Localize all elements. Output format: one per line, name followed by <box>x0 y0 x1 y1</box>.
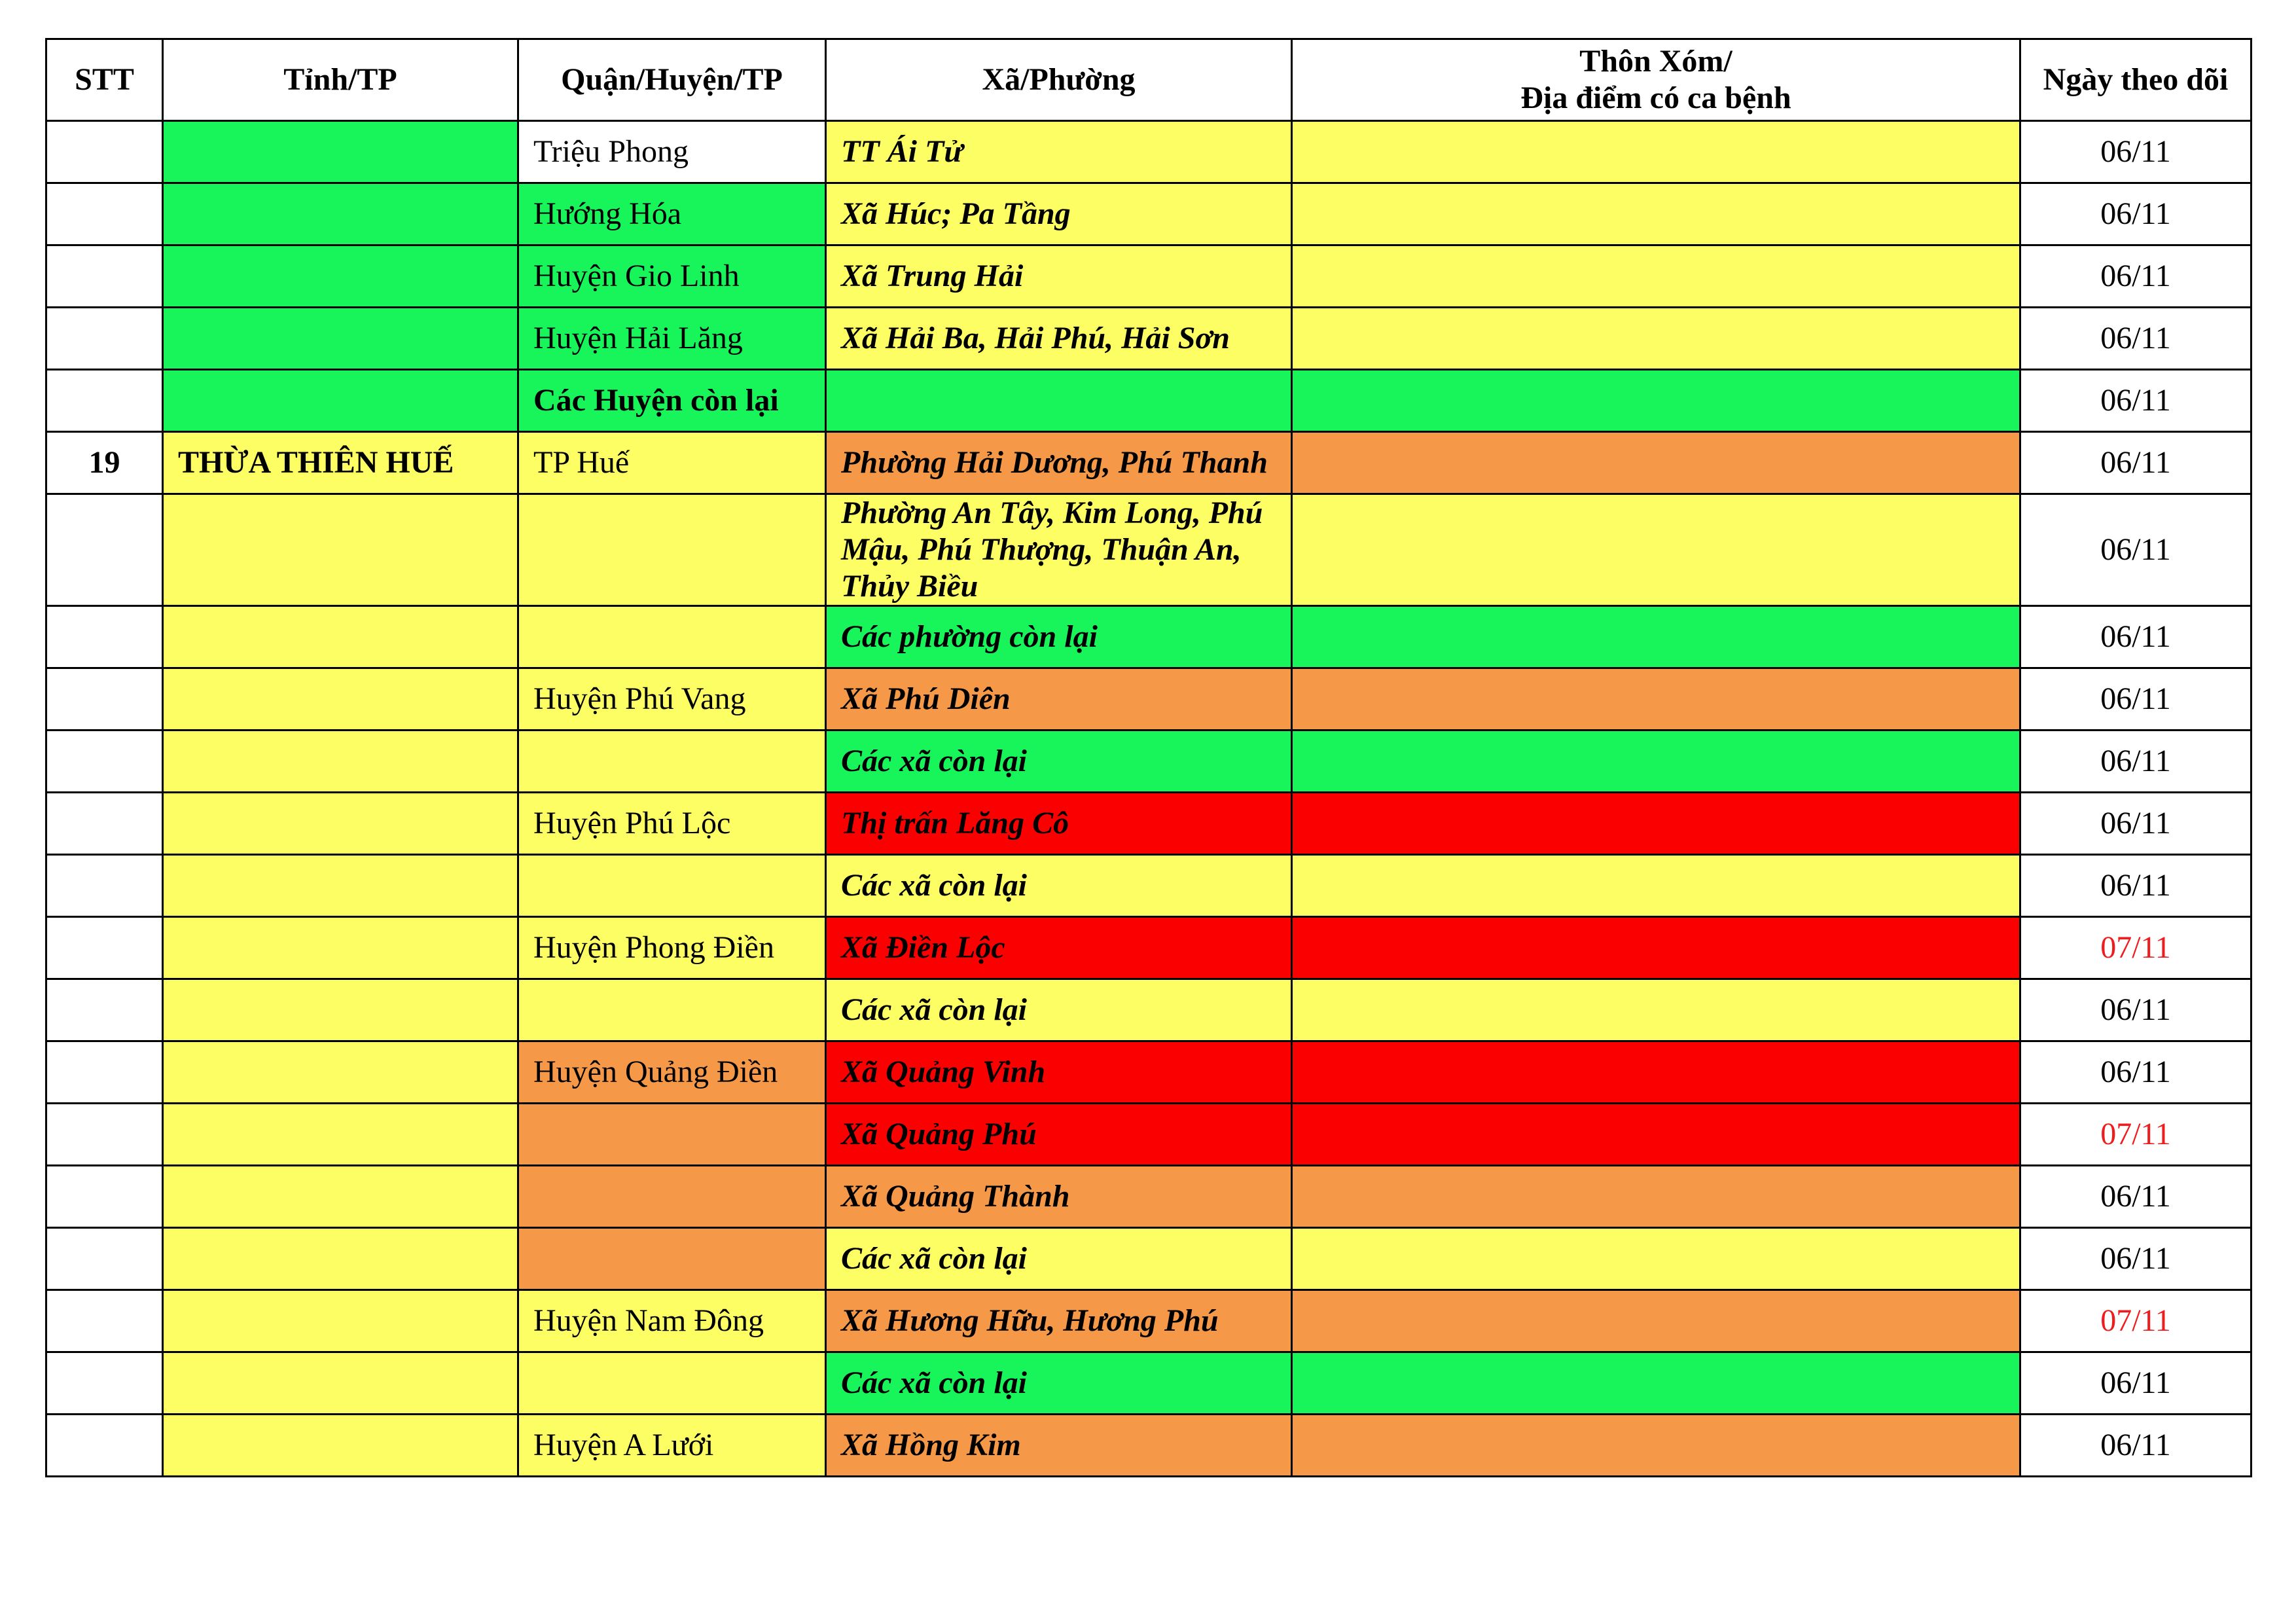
table-row <box>46 793 2251 855</box>
cell-stt <box>46 731 163 793</box>
cell-stt <box>46 606 163 668</box>
cell-stt <box>46 183 163 245</box>
cell-hamlet <box>1292 668 2020 731</box>
cell-province <box>163 668 518 731</box>
cell-hamlet <box>1292 1041 2020 1104</box>
cell-district <box>518 606 826 668</box>
cell-hamlet <box>1292 121 2020 183</box>
cell-date: 06/11 <box>2020 1352 2251 1415</box>
cell-district: Hướng Hóa <box>518 183 826 245</box>
cell-date: 06/11 <box>2020 308 2251 370</box>
cell-province <box>163 731 518 793</box>
cell-stt <box>46 1104 163 1166</box>
cell-stt <box>46 668 163 731</box>
cell-hamlet <box>1292 494 2020 606</box>
cell-district: Huyện Nam Đông <box>518 1290 826 1352</box>
cell-province <box>163 121 518 183</box>
cell-ward: Xã Hồng Kim <box>826 1415 1292 1477</box>
table-row <box>46 183 2251 245</box>
cell-district <box>518 494 826 606</box>
cell-district: Huyện Phú Lộc <box>518 793 826 855</box>
cell-hamlet <box>1292 855 2020 917</box>
cell-ward: Các xã còn lại <box>826 1228 1292 1290</box>
header-hamlet-line2: Địa điểm có ca bệnh <box>1520 81 1791 115</box>
cell-stt <box>46 1352 163 1415</box>
cell-district: Huyện A Lưới <box>518 1415 826 1477</box>
cell-stt <box>46 370 163 432</box>
cell-province <box>163 1352 518 1415</box>
table-row <box>46 494 2251 606</box>
header-district: Quận/Huyện/TP <box>518 39 826 121</box>
table-row <box>46 308 2251 370</box>
cell-hamlet <box>1292 731 2020 793</box>
cell-province <box>163 1228 518 1290</box>
header-hamlet-line1: Thôn Xóm/ <box>1579 44 1732 79</box>
cell-province <box>163 979 518 1041</box>
cell-ward: Các xã còn lại <box>826 979 1292 1041</box>
cell-date: 06/11 <box>2020 731 2251 793</box>
cell-date: 07/11 <box>2020 917 2251 979</box>
cell-district <box>518 855 826 917</box>
cell-district: Huyện Phong Điền <box>518 917 826 979</box>
cell-ward: Phường An Tây, Kim Long, Phú Mậu, Phú Thượng, Thuận An, Thủy Biều <box>826 494 1292 606</box>
cell-province <box>163 1415 518 1477</box>
cell-stt <box>46 121 163 183</box>
cell-district: Các Huyện còn lại <box>518 370 826 432</box>
table-row <box>46 1352 2251 1415</box>
table-row <box>46 432 2251 494</box>
cell-stt <box>46 1166 163 1228</box>
cell-hamlet <box>1292 793 2020 855</box>
cell-stt <box>46 1290 163 1352</box>
cell-date: 06/11 <box>2020 668 2251 731</box>
cell-hamlet <box>1292 1104 2020 1166</box>
table-row <box>46 1228 2251 1290</box>
cell-stt <box>46 979 163 1041</box>
cell-date: 06/11 <box>2020 793 2251 855</box>
cell-hamlet <box>1292 1415 2020 1477</box>
cell-ward: Các xã còn lại <box>826 855 1292 917</box>
cell-stt <box>46 1041 163 1104</box>
cell-date: 06/11 <box>2020 245 2251 308</box>
cell-ward: Xã Hương Hữu, Hương Phú <box>826 1290 1292 1352</box>
header-row <box>46 39 2251 121</box>
cell-date: 06/11 <box>2020 432 2251 494</box>
cell-ward: Xã Trung Hải <box>826 245 1292 308</box>
cell-ward: Xã Điền Lộc <box>826 917 1292 979</box>
table-row <box>46 1104 2251 1166</box>
cell-stt <box>46 1415 163 1477</box>
table-row <box>46 370 2251 432</box>
cell-date: 06/11 <box>2020 1166 2251 1228</box>
cell-province: THỪA THIÊN HUẾ <box>163 432 518 494</box>
cell-district <box>518 1166 826 1228</box>
cell-hamlet <box>1292 308 2020 370</box>
cell-hamlet <box>1292 979 2020 1041</box>
table-row <box>46 606 2251 668</box>
cell-date: 06/11 <box>2020 979 2251 1041</box>
cell-province <box>163 1041 518 1104</box>
cell-province <box>163 370 518 432</box>
cell-hamlet <box>1292 1352 2020 1415</box>
table-row <box>46 1041 2251 1104</box>
header-ward: Xã/Phường <box>826 39 1292 121</box>
cell-province <box>163 1104 518 1166</box>
cell-ward: Xã Phú Diên <box>826 668 1292 731</box>
table-row <box>46 855 2251 917</box>
table-row <box>46 979 2251 1041</box>
cell-province <box>163 1290 518 1352</box>
cell-ward: Các xã còn lại <box>826 1352 1292 1415</box>
cell-hamlet <box>1292 1228 2020 1290</box>
cell-ward: Thị trấn Lăng Cô <box>826 793 1292 855</box>
cell-district <box>518 1352 826 1415</box>
table-row <box>46 1166 2251 1228</box>
cell-ward: TT Ái Tử <box>826 121 1292 183</box>
cell-province <box>163 917 518 979</box>
cell-hamlet <box>1292 370 2020 432</box>
cell-district: TP Huế <box>518 432 826 494</box>
table-row <box>46 1290 2251 1352</box>
header-hamlet <box>1292 39 2020 121</box>
cell-ward <box>826 370 1292 432</box>
cell-district <box>518 979 826 1041</box>
cell-district: Huyện Phú Vang <box>518 668 826 731</box>
cell-ward: Xã Quảng Thành <box>826 1166 1292 1228</box>
cell-district: Triệu Phong <box>518 121 826 183</box>
tracking-table <box>45 38 2252 1477</box>
cell-province <box>163 793 518 855</box>
cell-province <box>163 1166 518 1228</box>
cell-district <box>518 1228 826 1290</box>
cell-ward: Phường Hải Dương, Phú Thanh <box>826 432 1292 494</box>
cell-date: 06/11 <box>2020 370 2251 432</box>
cell-district <box>518 731 826 793</box>
cell-hamlet <box>1292 432 2020 494</box>
cell-stt <box>46 793 163 855</box>
cell-hamlet <box>1292 245 2020 308</box>
cell-hamlet <box>1292 917 2020 979</box>
header-stt: STT <box>46 39 163 121</box>
cell-stt <box>46 917 163 979</box>
cell-province <box>163 308 518 370</box>
header-province: Tỉnh/TP <box>163 39 518 121</box>
table-row <box>46 731 2251 793</box>
table-row <box>46 1415 2251 1477</box>
cell-ward: Xã Hải Ba, Hải Phú, Hải Sơn <box>826 308 1292 370</box>
cell-ward: Xã Húc; Pa Tầng <box>826 183 1292 245</box>
cell-district: Huyện Gio Linh <box>518 245 826 308</box>
cell-ward: Các xã còn lại <box>826 731 1292 793</box>
table-row <box>46 668 2251 731</box>
cell-district: Huyện Hải Lăng <box>518 308 826 370</box>
cell-date: 06/11 <box>2020 1415 2251 1477</box>
table-row <box>46 121 2251 183</box>
cell-ward: Các phường còn lại <box>826 606 1292 668</box>
cell-hamlet <box>1292 183 2020 245</box>
cell-date: 07/11 <box>2020 1290 2251 1352</box>
cell-stt: 19 <box>46 432 163 494</box>
table-row <box>46 917 2251 979</box>
cell-date: 06/11 <box>2020 121 2251 183</box>
cell-date: 06/11 <box>2020 1041 2251 1104</box>
cell-province <box>163 183 518 245</box>
cell-hamlet <box>1292 1166 2020 1228</box>
cell-stt <box>46 494 163 606</box>
cell-stt <box>46 245 163 308</box>
cell-stt <box>46 855 163 917</box>
cell-province <box>163 606 518 668</box>
cell-date: 06/11 <box>2020 1228 2251 1290</box>
cell-stt <box>46 1228 163 1290</box>
cell-district: Huyện Quảng Điền <box>518 1041 826 1104</box>
cell-stt <box>46 308 163 370</box>
cell-province <box>163 245 518 308</box>
table-row <box>46 245 2251 308</box>
cell-district <box>518 1104 826 1166</box>
cell-province <box>163 494 518 606</box>
cell-date: 07/11 <box>2020 1104 2251 1166</box>
cell-hamlet <box>1292 606 2020 668</box>
cell-date: 06/11 <box>2020 183 2251 245</box>
cell-date: 06/11 <box>2020 855 2251 917</box>
cell-ward: Xã Quảng Vinh <box>826 1041 1292 1104</box>
cell-ward: Xã Quảng Phú <box>826 1104 1292 1166</box>
cell-province <box>163 855 518 917</box>
header-date: Ngày theo dõi <box>2020 39 2251 121</box>
cell-hamlet <box>1292 1290 2020 1352</box>
cell-date: 06/11 <box>2020 606 2251 668</box>
cell-date: 06/11 <box>2020 494 2251 606</box>
